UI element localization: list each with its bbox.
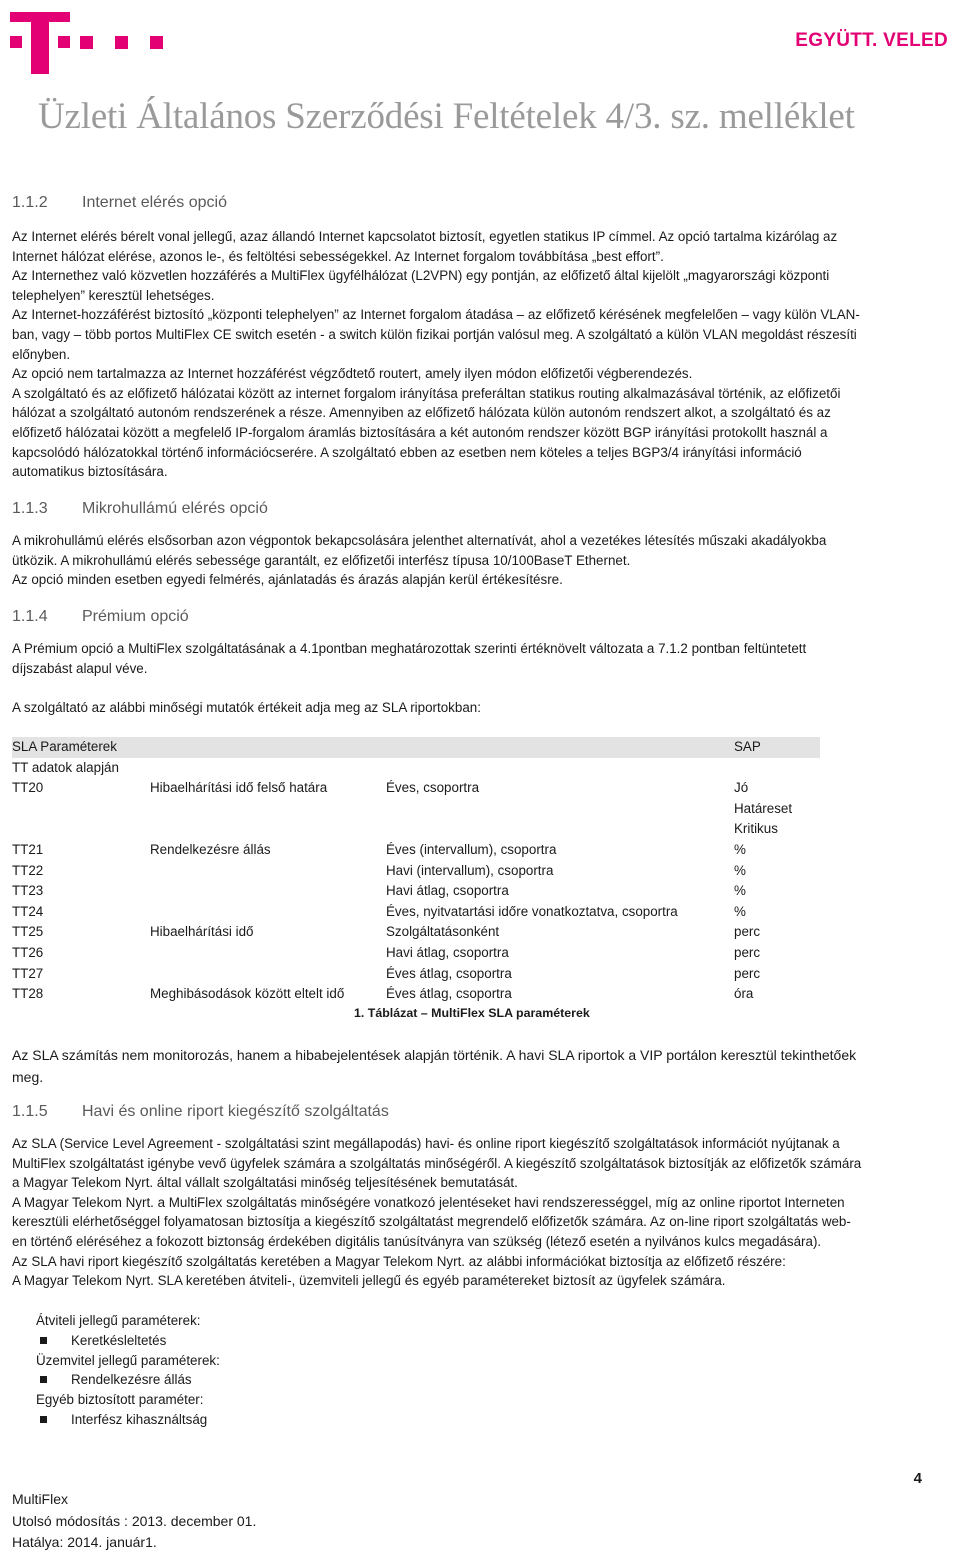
sla-intro: A szolgáltató az alábbi minőségi mutatók értékeit adja meg az SLA riportokban: xyxy=(12,700,481,715)
table-caption: 1. Táblázat – MultiFlex SLA paraméterek xyxy=(354,1006,590,1020)
list-group-label: Egyéb biztosított paraméter: xyxy=(36,1392,204,1408)
section-heading-1-1-5: 1.1.5 Havi és online riport kiegészítő szolgáltatás xyxy=(12,1103,389,1120)
sla-table xyxy=(12,737,820,1005)
sla-note: Az SLA számítás nem monitorozás, hanem a hibabejelentések alapján történik. A havi SLA riportok a VIP portálon keresztül tekinthetőek meg. xyxy=(12,1047,857,1085)
section-heading-1-1-3: 1.1.3 Mikrohullámú elérés opció xyxy=(12,500,268,517)
section-body-1-1-5: Az SLA (Service Level Agreement - szolgáltatási szint megállapodás) havi- és online riport kiegészítő szolgáltatások információt nyújtanak a MultiFlex szolgáltatást igénybe vevő ügyfelek számára a szolgáltatás minőségéről. A kiegészítő szolgáltatások biztosítják az előfizetők számára a Magyar Telekom Nyrt. által vállalt szolgáltatási minőség teljesítésének bemutatását. A Magyar Telekom Nyrt. a MultiFlex szolgáltatás minőségére vonatkozó jelentéseket havi rendszerességgel, míg az online riportot Interneten keresztüli elérhetőséggel folyamatosan biztosítja a kiegészítő szolgáltatást megrendelő előfizetők számára. Az on-line riport szolgáltatás web- en történő eléréséhez a fokozott biztonság érdekében digitális tanúsítványra van szükség (létező esetén a nyilvános kulcs megadására). Az SLA havi riport kiegészítő szolgáltatás keretében a Magyar Telekom Nyrt. az alábbi információkat biztosítja az előfizető részére: A Magyar Telekom Nyrt. SLA keretében átviteli-, üzemviteli jellegű és egyéb paramétereket biztosít az ügyfelek számára. xyxy=(12,1136,862,1289)
section-body-1-1-3: A mikrohullámú elérés elsősorban azon végpontok bekapcsolására jelenthet alternatívát, ahol a vezetékes létesítés műszaki akadályokba ütközik. A mikrohullámú elérés sebessége garantált, ez előfizetői interfész típusa 10/100BaseT Ethernet. Az opció minden esetben egyedi felmérés, ajánlatadás és árazás alapján kerül értékesítésre. xyxy=(12,533,827,588)
list-group-label: Üzemvitel jellegű paraméterek: xyxy=(36,1352,220,1368)
footer-modified: Utolsó módosítás : 2013. december 01. xyxy=(12,1512,257,1529)
footer-product: MultiFlex xyxy=(12,1491,69,1507)
footer-effective: Hatálya: 2014. január1. xyxy=(12,1534,157,1550)
list-item: Rendelkezésre állás xyxy=(36,1370,220,1390)
table-row: TT27 Éves átlag, csoportra perc xyxy=(12,965,761,981)
page-number: 4 xyxy=(913,1470,922,1487)
table-row: TT26 Havi átlag, csoportra perc xyxy=(12,944,761,960)
page-title: Üzleti Általános Szerződési Feltételek 4/3. sz. melléklet xyxy=(38,96,855,137)
section-body-1-1-4: A Prémium opció a MultiFlex szolgáltatásának a 4.1pontban meghatározottak szerinti értéknövelt változata a 7.1.2 pontban feltüntetett díjszabást alapul véve. xyxy=(12,641,807,676)
table-row: TT21 Rendelkezésre állás Éves (intervallum), csoportra % xyxy=(12,841,746,857)
table-row: TT28 Meghibásodások között eltelt idő Éves átlag, csoportra óra xyxy=(12,986,754,1002)
table-row: TT25 Hibaelhárítási idő Szolgáltatásonként perc xyxy=(12,924,761,940)
section-heading-1-1-4: 1.1.4 Prémium opció xyxy=(12,608,189,625)
telekom-t-logo xyxy=(10,4,70,74)
list-item: Interfész kihasználtság xyxy=(36,1410,220,1430)
slogan: EGYÜTT. VELED xyxy=(795,30,948,51)
table-row: TT22 Havi (intervallum), csoportra % xyxy=(12,862,746,878)
table-row: TT20 Hibaelhárítási idő felső határa Éves, csoportra Jó Határeset Kritikus xyxy=(12,780,793,837)
page-footer xyxy=(12,1489,256,1554)
list-group-label: Átviteli jellegű paraméterek: xyxy=(36,1313,201,1328)
table-header-row: SLA Paraméterek SAP xyxy=(12,737,820,758)
table-row: TT23 Havi átlag, csoportra % xyxy=(12,883,746,899)
table-subheader-row: TT adatok alapján xyxy=(12,759,119,775)
table-row: TT24 Éves, nyitvatartási időre vonatkoztatva, csoportra % xyxy=(12,903,746,919)
list-item: Keretkésleltetés xyxy=(36,1331,220,1351)
section-heading-1-1-2: 1.1.2 Internet elérés opció xyxy=(12,194,227,211)
parameter-list xyxy=(36,1311,220,1430)
section-body-1-1-2: Az Internet elérés bérelt vonal jellegű, azaz állandó Internet kapcsolatot biztosít, egyetlen statikus IP címmel. Az opció tartalma kizárólag az Internet hálózat elérése, azonos le-, és feltöltési sebességekkel. Az Internet forgalom továbbítása „best effort”. Az Internethez való közvetlen hozzáférés a MultiFlex ügyfélhálózat (L2VPN) egy pontján, az előfizető által kijelölt „magyarországi központi telephelyen” keresztül lehetséges. Az Internet-hozzáférést biztosító „központi telephelyen” az Internet forgalom átadása – az előfizető kérésének megfelelően – vagy külön VLAN- ban, vagy – több portos MultiFlex CE switch esetén - a switch külön fizikai portján valósul meg. A szolgáltató a külön VLAN megoldást részesíti előnyben. Az opció nem tartalmazza az Internet hozzáférést végződtető routert, amely ilyen módon előfizetői végberendezés. A szolgáltató és az előfizető hálózatai között az internet forgalom irányítása preferáltan statikus routing alkalmazásával történik, az előfizetői hálózat a szolgáltató autonóm rendszerének a része. Amennyiben az előfizető hálózata külön autonóm rendszert alkot, a szolgáltató és az előfizető hálózatai között a megfelelő IP-forgalom áramlás biztosítására a két autonóm rendszer között BGP irányítási protokollt használ a kapcsolódó hálózatokkal történő információcserére. A szolgáltató ebben az esetben nem köteles a teljes BGP3/4 irányítási információ automatikus biztosítására. xyxy=(12,229,860,480)
